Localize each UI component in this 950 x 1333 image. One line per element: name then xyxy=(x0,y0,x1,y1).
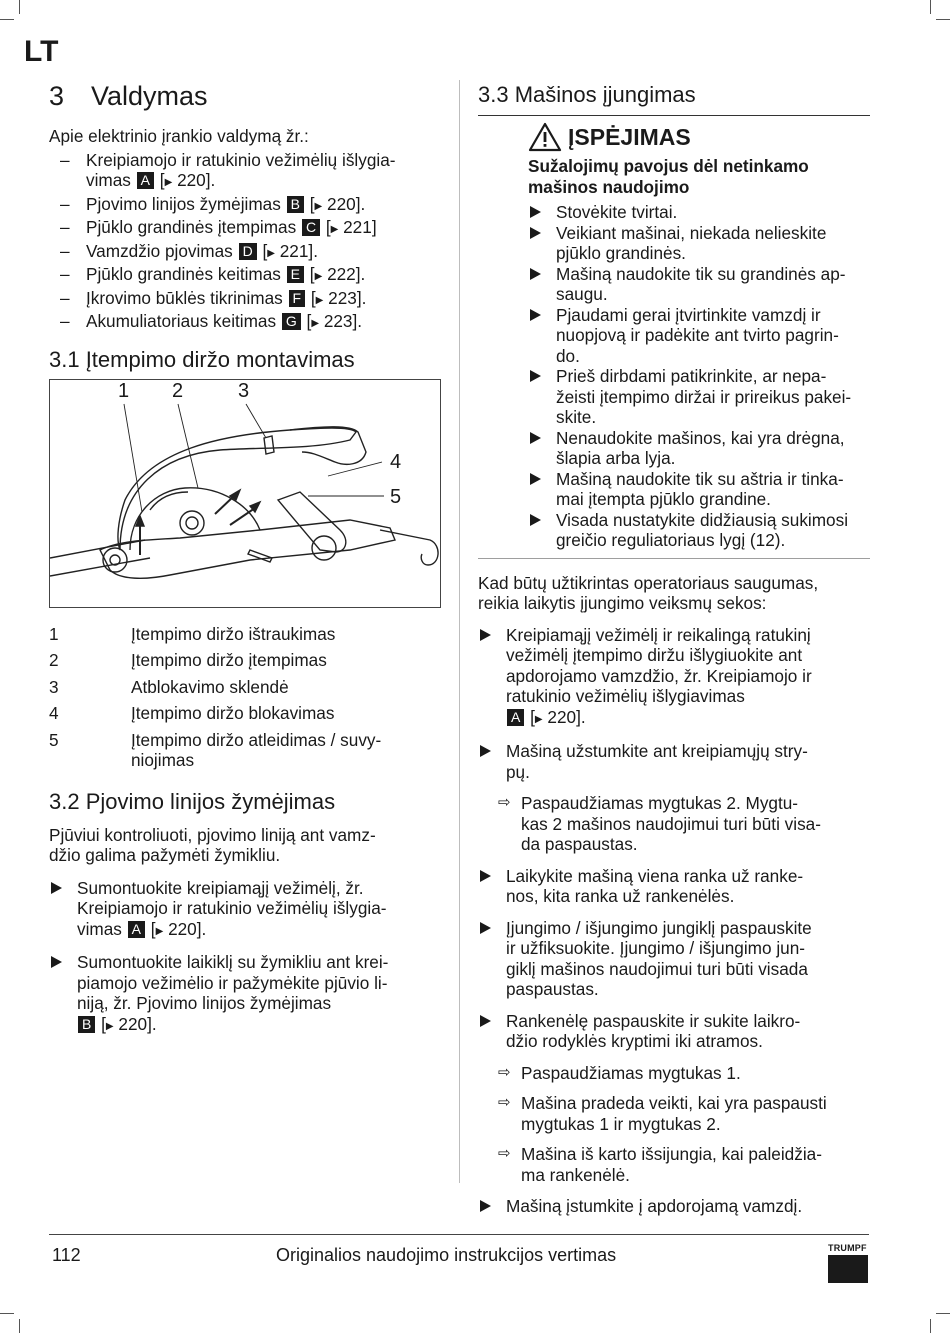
page-ref[interactable]: 220 xyxy=(168,918,197,939)
warning-subtitle: Sužalojimų pavojus dėl netinkamo mašinos naudojimo xyxy=(528,156,809,197)
instruction-step: Mašiną užstumkite ant kreipiamųjų stry- pų. xyxy=(478,741,870,782)
section-3-heading: 3 Valdymas xyxy=(49,81,208,111)
reference-item: – Įkrovimo būklės tikrinimas F [▶ 223]. xyxy=(49,288,441,312)
crop-mark xyxy=(19,1319,20,1333)
step-arrow-icon xyxy=(480,745,491,757)
page-ref[interactable]: 221 xyxy=(279,240,309,261)
section-3-1-heading: 3.1 Įtempimo diržo montavimas xyxy=(49,346,355,372)
chapter-badge: C xyxy=(302,219,320,236)
legend-row: 3 Atblokavimo sklendė xyxy=(49,676,289,697)
tension-belt-illustration xyxy=(50,380,442,607)
crop-mark xyxy=(936,1313,950,1314)
chapter-badge: G xyxy=(282,313,301,330)
callout-1: 1 xyxy=(118,379,130,402)
right-column xyxy=(478,80,870,1217)
warning-arrow-icon xyxy=(530,268,541,280)
reference-item: – Pjūklo grandinės įtempimas C [▶ 221] xyxy=(49,217,441,241)
chapter-badge: D xyxy=(239,243,257,260)
page-ref-icon: ▶ xyxy=(315,294,324,306)
warning-arrow-icon xyxy=(530,432,541,444)
page-ref-icon: ▶ xyxy=(155,925,164,937)
step-arrow-icon xyxy=(480,870,491,882)
start-steps xyxy=(478,866,870,1052)
warning-title: ĮSPĖJIMAS xyxy=(568,124,691,150)
crop-mark xyxy=(930,1319,931,1333)
page-ref[interactable]: 220 xyxy=(327,193,356,214)
instruction-step: Įjungimo / išjungimo jungiklį paspauskite ir užfiksuokite. Įjungimo / išjungimo jun- giklį mašinos naudojimui turi būti visada paspaustas. xyxy=(478,918,870,1000)
chapter-badge: E xyxy=(287,266,304,283)
result-list xyxy=(478,793,870,855)
crop-mark xyxy=(0,19,14,20)
warning-arrow-icon xyxy=(530,309,541,321)
callout-5: 5 xyxy=(390,485,402,508)
warning-item: Veikiant mašinai, niekada nelieskite pjūklo grandinės. xyxy=(528,223,870,264)
crop-mark xyxy=(0,1313,14,1314)
chapter-badge: A xyxy=(137,172,154,189)
chapter-badge: F xyxy=(289,290,306,307)
result-arrow-icon: ⇨ xyxy=(498,1145,511,1162)
legend-row: 4 Įtempimo diržo blokavimas xyxy=(49,703,335,723)
reference-list xyxy=(49,150,441,335)
footer-rule xyxy=(49,1234,869,1235)
brand-logo xyxy=(828,1243,868,1283)
page-ref[interactable]: 220 xyxy=(118,1013,148,1034)
start-steps xyxy=(478,625,870,783)
footer-title: Originalios naudojimo instrukcijos vertimas xyxy=(276,1245,617,1265)
warning-divider xyxy=(478,558,870,559)
belt-figure xyxy=(49,379,441,608)
warning-item: Mašiną naudokite tik su aštria ir tinka- mai įtempta pjūklo grandine. xyxy=(528,469,870,510)
callout-4: 4 xyxy=(390,450,402,473)
warning-arrow-icon xyxy=(530,473,541,485)
instruction-step: Mašiną įstumkite į apdorojamą vamzdį. xyxy=(478,1196,870,1217)
result-list xyxy=(478,1063,870,1186)
column-divider xyxy=(459,80,460,1183)
start-steps xyxy=(478,1196,870,1217)
chapter-badge: A xyxy=(128,921,145,938)
reference-item: – Kreipiamojo ir ratukinio vežimėlių išlygia- vimas A [▶ 220]. xyxy=(49,150,441,194)
warning-item: Nenaudokite mašinos, kai yra drėgna, šlapia arba lyja. xyxy=(528,428,870,469)
instruction-step: Rankenėlę paspauskite ir sukite laikro- džio rodyklės kryptimi iki atramos. xyxy=(478,1011,870,1052)
page-ref[interactable]: 222 xyxy=(327,264,356,284)
result-item: ⇨ Paspaudžiamas mygtukas 2. Mygtu- kas 2 mašinos naudojimui turi būti visa- da paspaustas. xyxy=(498,793,821,854)
page-ref-icon: ▶ xyxy=(267,247,275,259)
warning-list xyxy=(528,202,870,551)
result-item: ⇨ Mašina iš karto išsijungia, kai paleidžia- ma rankenėlė. xyxy=(498,1144,822,1185)
warning-arrow-icon xyxy=(530,227,541,239)
page-ref[interactable]: 221 xyxy=(343,217,372,237)
legend-row: 1 Įtempimo diržo ištraukimas xyxy=(49,623,336,644)
reference-item: – Akumuliatoriaus keitimas G [▶ 223]. xyxy=(49,311,441,335)
reference-item: – Pjovimo linijos žymėjimas B [▶ 220]. xyxy=(49,194,441,218)
warning-arrow-icon xyxy=(530,206,541,218)
section-3-3-intro: Kad būtų užtikrintas operatoriaus saugumas, reikia laikytis įjungimo veiksmų sekos: xyxy=(478,572,819,613)
instruction-step: Sumontuokite kreipiamąjį vežimėlį, žr. Kreipiamojo ir ratukinio vežimėlių išlygia- vimas A [▶ 220]. xyxy=(49,878,441,943)
warning-arrow-icon xyxy=(530,514,541,526)
callout-2: 2 xyxy=(172,379,184,402)
section-3-3-heading: 3.3 Mašinos įjungimas xyxy=(478,82,870,116)
step-arrow-icon xyxy=(480,1015,491,1027)
page-ref[interactable]: 220 xyxy=(547,706,577,727)
chapter-badge: B xyxy=(287,196,304,213)
crop-mark xyxy=(930,0,931,14)
warning-item: Visada nustatykite didžiausią sukimosi greičio reguliatoriaus lygį (12). xyxy=(528,510,870,551)
page-ref[interactable]: 223 xyxy=(323,311,353,331)
chapter-badge: B xyxy=(78,1016,95,1033)
legend-row: 5 Įtempimo diržo atleidimas / suvy- niojimas xyxy=(49,729,382,770)
page-ref-icon: ▶ xyxy=(311,318,320,329)
warning-arrow-icon xyxy=(530,370,541,382)
step-arrow-icon xyxy=(480,629,491,641)
warning-icon xyxy=(528,122,562,152)
section-3-2-intro: Pjūviui kontroliuoti, pjovimo liniją ant vamz- džio galima pažymėti žymikliu. xyxy=(49,824,376,865)
page-ref-icon: ▶ xyxy=(105,1020,114,1032)
warning-item: Mašiną naudokite tik su grandinės ap- saugu. xyxy=(528,264,870,305)
result-item: ⇨ Paspaudžiamas mygtukas 1. xyxy=(498,1062,741,1083)
reference-item: – Vamzdžio pjovimas D [▶ 221]. xyxy=(49,241,441,265)
result-item: ⇨ Mašina pradeda veikti, kai yra paspausti mygtukas 1 ir mygtukas 2. xyxy=(498,1093,827,1134)
page-ref-icon: ▶ xyxy=(164,177,173,188)
marking-steps xyxy=(49,878,441,1038)
brand-name: TRUMPF xyxy=(828,1243,867,1253)
crop-mark xyxy=(936,19,950,20)
section-3-2-heading: 3.2 Pjovimo linijos žymėjimas xyxy=(49,788,336,814)
left-column xyxy=(49,80,441,1037)
reference-item: – Pjūklo grandinės keitimas E [▶ 222]. xyxy=(49,264,441,288)
brand-block xyxy=(828,1255,868,1283)
chapter-badge: A xyxy=(507,709,524,726)
section-3-intro: Apie elektrinio įrankio valdymą žr.: xyxy=(49,126,309,146)
figure-legend xyxy=(49,624,441,771)
legend-row: 2 Įtempimo diržo įtempimas xyxy=(49,650,327,670)
instruction-step: Sumontuokite laikiklį su žymikliu ant krei- piamojo vežimėlio ir pažymėkite pjūvio li- niją, žr. Pjovimo linijos žymėjimas B [▶ 220]. xyxy=(49,952,441,1037)
warning-item: Stovėkite tvirtai. xyxy=(528,202,870,223)
warning-box xyxy=(478,122,870,551)
warning-item: Pjaudami gerai įtvirtinkite vamzdį ir nuopjovą ir padėkite ant tvirto pagrin- do. xyxy=(528,305,870,367)
step-arrow-icon xyxy=(480,922,491,934)
crop-mark xyxy=(19,0,20,14)
page-ref-icon: ▶ xyxy=(330,224,339,235)
callout-3: 3 xyxy=(238,379,250,402)
step-arrow-icon xyxy=(51,956,62,968)
result-arrow-icon: ⇨ xyxy=(498,794,511,811)
result-arrow-icon: ⇨ xyxy=(498,1094,511,1111)
warning-item: Prieš dirbdami patikrinkite, ar nepa- žeisti įtempimo diržai ir prireikus pakei- skite. xyxy=(528,366,870,428)
page-ref-icon: ▶ xyxy=(314,271,323,282)
page-ref-icon: ▶ xyxy=(314,200,323,212)
language-code: LT xyxy=(24,35,59,68)
result-arrow-icon: ⇨ xyxy=(498,1063,511,1081)
instruction-step: Laikykite mašiną viena ranka už ranke- nos, kita ranka už rankenėlės. xyxy=(478,866,870,907)
page-ref-icon: ▶ xyxy=(534,713,543,725)
page-number: 112 xyxy=(52,1245,81,1265)
page-ref[interactable]: 223 xyxy=(328,287,357,308)
instruction-step: Kreipiamąjį vežimėlį ir reikalingą ratukinį vežimėlį įtempimo diržu išlygiuokite ant apdorojamo vamzdžio, žr. Kreipiamojo ir ratukinio vežimėlių išlygiavimas A [▶ 220]. xyxy=(478,625,870,731)
page-ref[interactable]: 220 xyxy=(177,170,206,190)
step-arrow-icon xyxy=(51,882,62,894)
step-arrow-icon xyxy=(480,1200,491,1212)
